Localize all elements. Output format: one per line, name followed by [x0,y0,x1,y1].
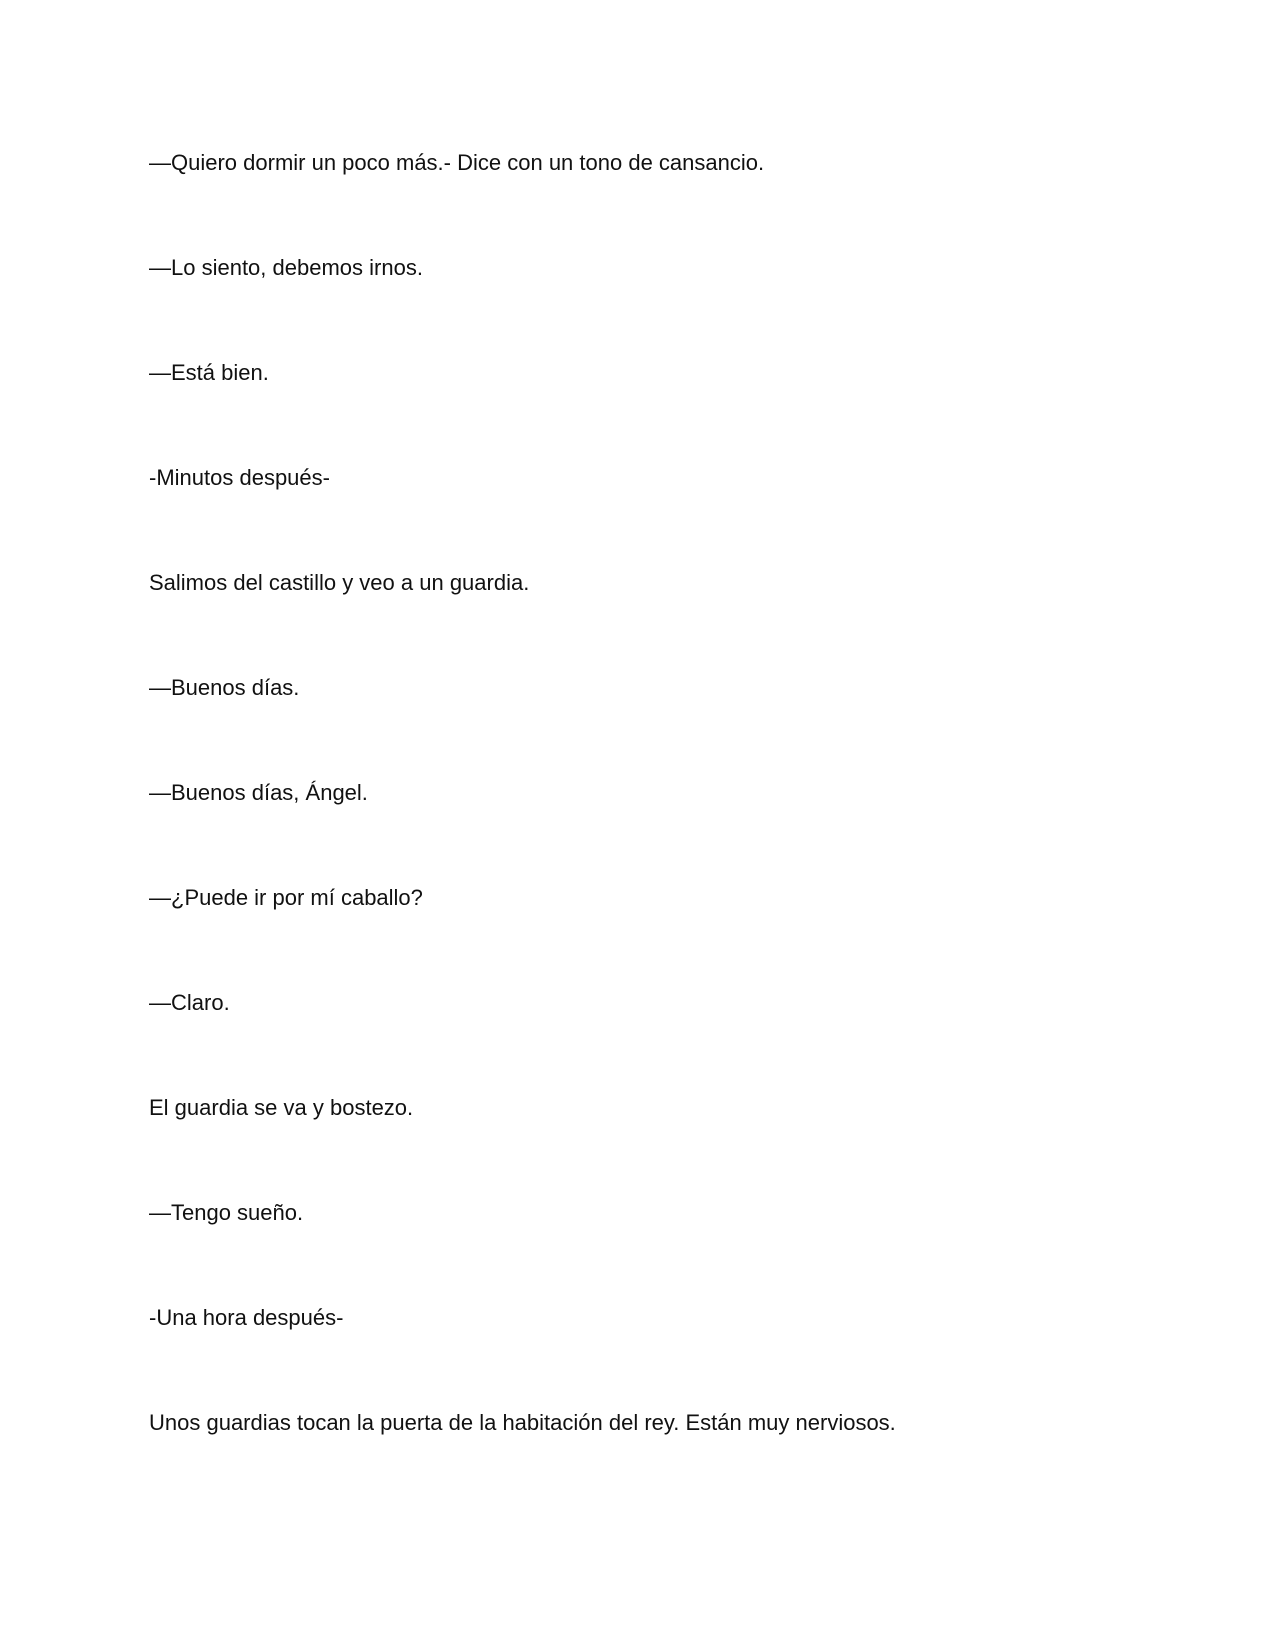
dialogue-line: —¿Puede ir por mí caballo? [149,885,423,910]
scene-break: -Minutos después- [149,465,330,490]
dialogue-line: —Tengo sueño. [149,1200,304,1225]
dialogue-line: —Está bien. [149,360,269,385]
dialogue-line: —Buenos días, Ángel. [149,780,368,805]
narration-line: Unos guardias tocan la puerta de la habitación del rey. Están muy nerviosos. [149,1410,896,1435]
dialogue-line: —Lo siento, debemos irnos. [149,255,423,280]
dialogue-line: —Claro. [149,990,230,1015]
dialogue-line: —Buenos días. [149,675,300,700]
dialogue-line: —Quiero dormir un poco más.- Dice con un tono de cansancio. [149,150,765,175]
scene-break: -Una hora después- [149,1305,344,1330]
narration-line: Salimos del castillo y veo a un guardia. [149,570,530,595]
narration-line: El guardia se va y bostezo. [149,1095,414,1120]
